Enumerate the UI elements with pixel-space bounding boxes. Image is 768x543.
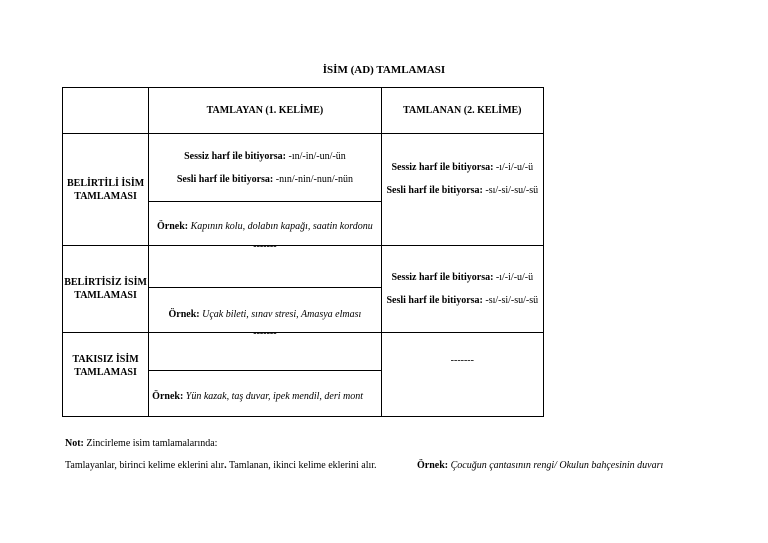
row-name-belirtisiz: BELİRTİSİZ İSİM TAMLAMASI <box>63 246 149 333</box>
belirtili-tamlanan-consonant: Sessiz harf ile bitiyorsa: -ı/-i/-u/-ü <box>391 162 534 173</box>
belirtisiz-tamlayan-empty <box>149 241 381 288</box>
takisiz-example: Örnek: Yün kazak, taş duvar, ipek mendil, deri mont <box>149 371 381 417</box>
belirtisiz-tamlayan-dash: ------- <box>253 241 277 252</box>
note-rule: Tamlayanlar, birinci kelime eklerini alır. Tamlanan, ikinci kelime eklerini alır. <box>65 460 377 471</box>
header-tamlayan: TAMLAYAN (1. KELİME) <box>149 88 381 134</box>
belirtisiz-tamlanan-consonant: Sessiz harf ile bitiyorsa: -ı/-i/-u/-ü <box>391 272 534 283</box>
belirtili-tamlayan-rules <box>149 134 381 202</box>
belirtisiz-tamlanan-rules <box>381 246 543 333</box>
belirtili-tamlayan-vowel: Sesli harf ile bitiyorsa: -nın/-nin/-nun/-nün <box>176 173 353 185</box>
belirtisiz-tamlanan-vowel: Sesli harf ile bitiyorsa: -sı/-si/-su/-sü <box>386 295 539 306</box>
belirtili-tamlayan-consonant: Sessiz harf ile bitiyorsa: -ın/-in/-un/-ün <box>184 150 346 162</box>
header-tamlanan: TAMLANAN (2. KELİME) <box>381 88 543 134</box>
row-name-takisiz: TAKISIZ İSİM TAMLAMASI <box>63 333 149 417</box>
note-line: Not: Zincirleme isim tamlamalarında: <box>65 438 218 449</box>
takisiz-tamlayan-empty <box>149 328 381 371</box>
row-name-belirtili: BELİRTİLİ İSİM TAMLAMASI <box>63 134 149 246</box>
table-row <box>63 134 544 202</box>
page-title: İSİM (AD) TAMLAMASI <box>322 64 446 76</box>
table-row <box>63 333 544 371</box>
belirtili-tamlanan-rules <box>381 134 543 246</box>
table-row <box>63 246 544 288</box>
belirtisiz-example: Örnek: Uçak bileti, sınav stresi, Amasya elması <box>149 288 381 333</box>
noun-phrase-table <box>62 87 544 417</box>
note-example: Örnek: Çocuğun çantasının rengi/ Okulun bahçesinin duvarı <box>417 460 664 471</box>
header-empty-cell <box>63 88 149 134</box>
belirtili-tamlanan-vowel: Sesli harf ile bitiyorsa: -sı/-si/-su/-sü <box>386 185 539 196</box>
belirtili-example: Örnek: Kapının kolu, dolabın kapağı, saatin kordonu <box>149 202 381 246</box>
table-header-row <box>63 88 544 134</box>
takisiz-tamlayan-dash: ------- <box>253 328 277 339</box>
takisiz-tamlanan: ------- <box>381 333 543 417</box>
